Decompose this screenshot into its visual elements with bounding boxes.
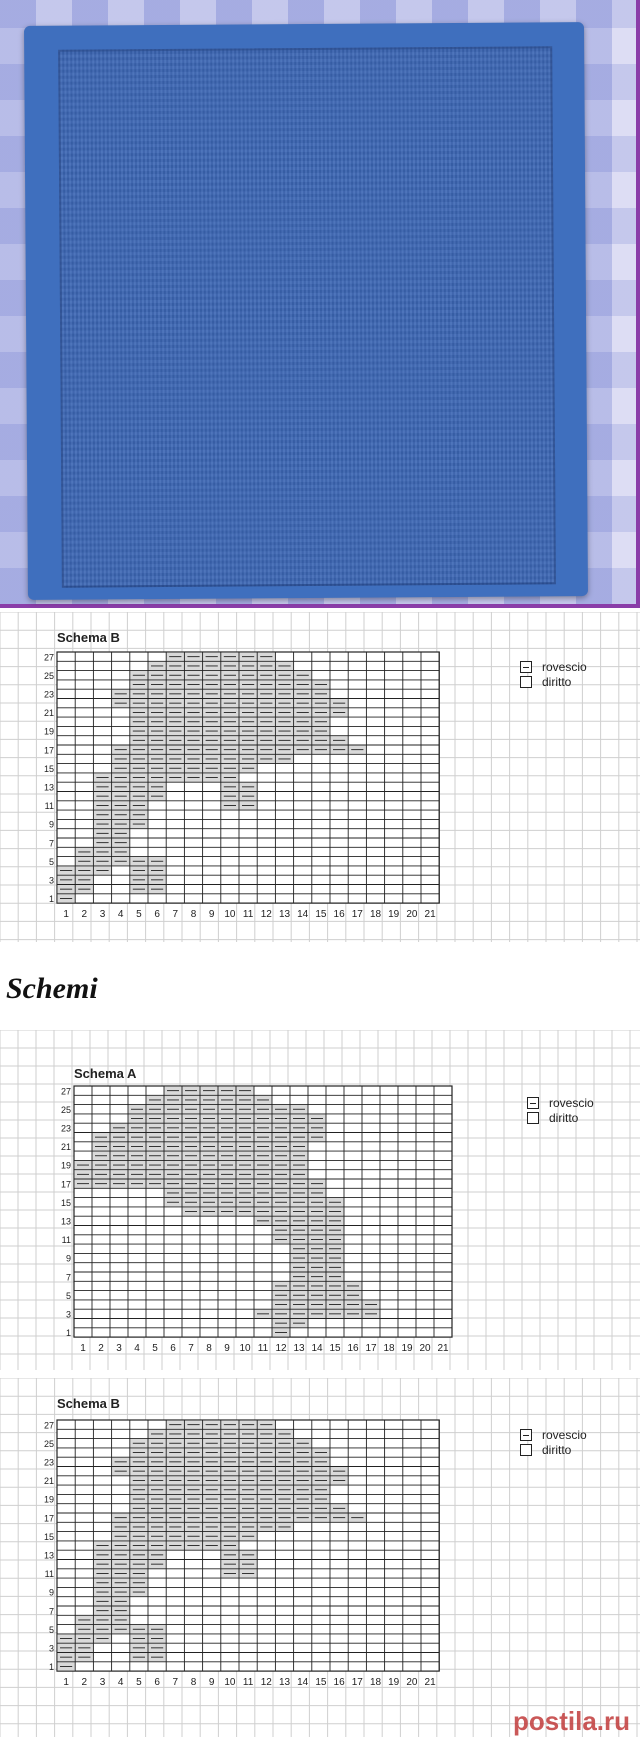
x-tick-label: 4 [117,1677,124,1689]
y-tick-label: 1 [48,894,54,905]
y-tick-label: 3 [48,875,54,886]
y-tick-label: 19 [43,1494,54,1505]
x-tick-label: 1 [63,909,69,921]
y-tick-label: 23 [43,689,54,700]
x-tick-label: 16 [347,1343,359,1355]
chart-schema-b-top [0,612,640,942]
y-tick-label: 11 [44,801,54,812]
legend-purl-label: rovescio [542,660,587,674]
x-tick-label: 16 [333,909,345,921]
x-tick-label: 6 [154,909,160,921]
purl-symbol-icon [527,1097,539,1109]
x-tick-label: 15 [315,909,327,921]
legend-purl [520,660,587,674]
y-tick-label: 15 [60,1197,71,1208]
x-tick-label: 19 [401,1343,413,1355]
x-tick-label: 5 [152,1343,158,1355]
legend-knit [520,675,571,689]
y-tick-label: 5 [65,1290,71,1301]
y-tick-label: 1 [65,1328,71,1339]
x-tick-label: 19 [388,1677,400,1689]
x-tick-label: 12 [275,1343,287,1355]
knit-symbol-icon [520,676,532,688]
x-tick-label: 4 [134,1343,140,1355]
x-tick-label: 6 [170,1343,176,1355]
y-tick-label: 25 [60,1104,71,1115]
purl-symbol-icon [520,1429,532,1441]
y-tick-label: 23 [60,1123,71,1134]
y-tick-label: 27 [43,652,54,663]
x-tick-label: 7 [172,909,179,921]
x-tick-label: 9 [208,1677,215,1689]
x-tick-label: 14 [297,1677,309,1689]
x-tick-label: 18 [369,1677,382,1689]
chart-title: Schema B [57,630,120,645]
y-tick-label: 9 [48,1587,54,1598]
x-tick-label: 15 [315,1677,327,1689]
x-tick-label: 9 [224,1343,230,1355]
x-tick-label: 8 [206,1343,212,1355]
x-tick-label: 12 [260,1677,272,1689]
legend-knit-label: diritto [542,1443,572,1457]
knit-symbol-icon [520,1444,532,1456]
y-tick-label: 15 [43,1531,54,1542]
y-tick-label: 1 [48,1662,54,1673]
y-tick-label: 17 [60,1179,71,1190]
y-tick-label: 17 [43,745,54,756]
y-tick-label: 23 [43,1457,54,1468]
y-tick-label: 13 [43,1550,54,1561]
x-tick-label: 18 [383,1343,395,1355]
x-tick-label: 13 [278,1677,291,1689]
x-tick-label: 11 [242,1677,254,1689]
legend-knit-label: diritto [542,675,572,689]
y-tick-label: 17 [43,1513,54,1524]
x-tick-label: 2 [81,1677,88,1689]
x-tick-label: 2 [81,909,88,921]
x-tick-label: 1 [80,1343,86,1355]
x-tick-label: 1 [63,1677,69,1689]
x-tick-label: 18 [369,909,382,921]
chart-title: Schema A [74,1066,137,1081]
y-tick-label: 21 [43,1476,54,1487]
blanket-photo [0,0,640,608]
y-tick-label: 25 [43,670,54,681]
y-tick-label: 19 [60,1160,71,1171]
y-tick-label: 9 [65,1253,71,1264]
x-tick-label: 17 [351,1677,363,1689]
x-tick-label: 14 [311,1343,323,1355]
x-tick-label: 3 [99,909,106,921]
knitting-chart-grid [0,1030,640,1370]
x-tick-label: 5 [136,909,142,921]
x-tick-label: 10 [224,1677,236,1689]
legend-knit [527,1111,578,1125]
y-tick-label: 19 [43,726,54,737]
x-tick-label: 20 [406,1677,418,1689]
x-tick-label: 21 [424,1677,436,1689]
legend-purl [527,1096,594,1110]
x-tick-label: 7 [172,1677,179,1689]
x-tick-label: 10 [239,1343,251,1355]
x-tick-label: 13 [293,1343,305,1355]
legend-purl [520,1428,587,1442]
x-tick-label: 8 [190,909,197,921]
y-tick-label: 25 [43,1438,54,1449]
x-tick-label: 5 [136,1677,142,1689]
y-tick-label: 5 [48,856,54,867]
x-tick-label: 14 [297,909,309,921]
y-tick-label: 13 [43,782,54,793]
x-tick-label: 17 [351,909,363,921]
x-tick-label: 8 [190,1677,197,1689]
y-tick-label: 11 [61,1235,71,1246]
x-tick-label: 4 [117,909,124,921]
x-tick-label: 12 [260,909,272,921]
chart-schema-b-bottom [0,1378,640,1737]
x-tick-label: 17 [365,1343,377,1355]
watermark: postila.ru [512,1706,630,1736]
section-heading: Schemi [6,972,98,1005]
legend-purl-label: rovescio [542,1428,587,1442]
y-tick-label: 3 [48,1643,54,1654]
y-tick-label: 13 [60,1216,71,1227]
x-tick-label: 13 [278,909,291,921]
y-tick-label: 7 [65,1272,71,1283]
x-tick-label: 3 [99,1677,106,1689]
y-tick-label: 27 [43,1420,54,1431]
y-tick-label: 5 [48,1624,54,1635]
x-tick-label: 21 [437,1343,449,1355]
knitted-blanket [24,22,588,600]
legend-knit [520,1443,571,1457]
x-tick-label: 9 [208,909,215,921]
x-tick-label: 7 [188,1343,194,1355]
x-tick-label: 2 [98,1343,104,1355]
x-tick-label: 16 [333,1677,345,1689]
knit-symbol-icon [527,1112,539,1124]
y-tick-label: 15 [43,763,54,774]
y-tick-label: 7 [48,838,54,849]
y-tick-label: 3 [65,1309,71,1320]
x-tick-label: 3 [116,1343,122,1355]
y-tick-label: 7 [48,1606,54,1617]
x-tick-label: 19 [388,909,400,921]
x-tick-label: 10 [224,909,236,921]
legend-purl-label: rovescio [549,1096,594,1110]
x-tick-label: 11 [242,909,254,921]
x-tick-label: 20 [419,1343,431,1355]
x-tick-label: 21 [424,909,436,921]
y-tick-label: 9 [48,819,54,830]
y-tick-label: 21 [60,1142,71,1153]
x-tick-label: 6 [154,1677,160,1689]
dolphin-pattern-area [58,46,556,587]
legend-knit-label: diritto [549,1111,579,1125]
x-tick-label: 20 [406,909,418,921]
y-tick-label: 21 [43,708,54,719]
chart-schema-a [0,1030,640,1370]
x-tick-label: 15 [329,1343,341,1355]
y-tick-label: 11 [44,1569,54,1580]
x-tick-label: 11 [257,1343,269,1355]
y-tick-label: 27 [60,1086,71,1097]
purl-symbol-icon [520,661,532,673]
chart-title: Schema B [57,1396,120,1411]
